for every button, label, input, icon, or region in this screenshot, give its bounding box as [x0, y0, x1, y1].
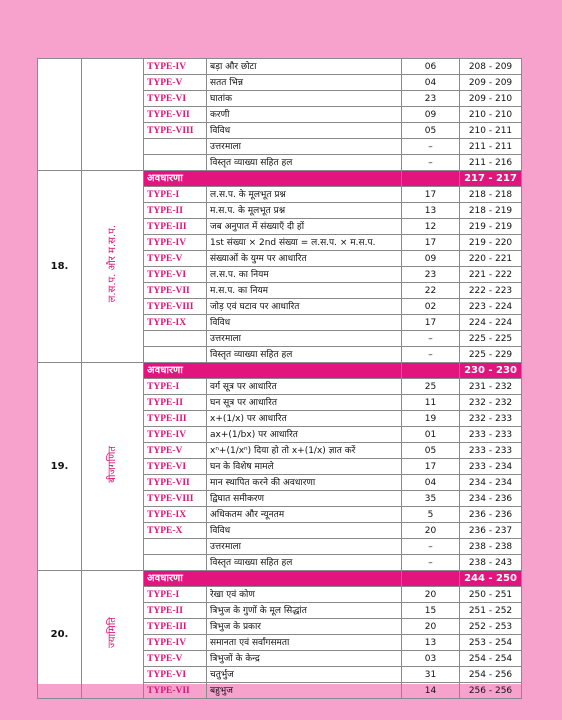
chapter-title-cell — [82, 571, 144, 699]
type-label: TYPE-IV — [144, 427, 207, 443]
type-label: TYPE-IX — [144, 507, 207, 523]
page-range: 254 - 254 — [460, 651, 522, 667]
type-label — [144, 555, 207, 571]
topic-title: विविध — [207, 315, 402, 331]
page-range: 236 - 236 — [460, 507, 522, 523]
type-label — [144, 539, 207, 555]
page-range: 223 - 224 — [460, 299, 522, 315]
page-range: 210 - 211 — [460, 123, 522, 139]
topic-title: ल.स.प. का नियम — [207, 267, 402, 283]
concept-header-row — [38, 571, 522, 587]
page-range: 219 - 219 — [460, 219, 522, 235]
question-count: 13 — [402, 635, 460, 651]
topic-title: म.स.प. का नियम — [207, 283, 402, 299]
page-range: 234 - 236 — [460, 491, 522, 507]
topic-title: ल.स.प. के मूलभूत प्रश्न — [207, 187, 402, 203]
type-label: TYPE-IV — [144, 59, 207, 75]
page-range: 209 - 210 — [460, 91, 522, 107]
question-count: 11 — [402, 395, 460, 411]
type-label — [144, 155, 207, 171]
topic-title: त्रिभुज के प्रकार — [207, 619, 402, 635]
chapter-title: ज्यामिति — [106, 616, 118, 648]
topic-title: रेखा एवं कोण — [207, 587, 402, 603]
page-range: 254 - 256 — [460, 667, 522, 683]
topic-title: x+(1/x) पर आधारित — [207, 411, 402, 427]
topic-title: विस्तृत व्याख्या सहित हल — [207, 555, 402, 571]
topic-title: संख्याओं के युग्म पर आधारित — [207, 251, 402, 267]
topic-title: उत्तरमाला — [207, 539, 402, 555]
type-label: TYPE-I — [144, 379, 207, 395]
chapter-number — [38, 59, 82, 171]
type-label: TYPE-II — [144, 395, 207, 411]
type-label: TYPE-VI — [144, 667, 207, 683]
page-range: 219 - 220 — [460, 235, 522, 251]
type-label — [144, 347, 207, 363]
topic-title: उत्तरमाला — [207, 331, 402, 347]
page-range: 224 - 224 — [460, 315, 522, 331]
type-label: TYPE-IV — [144, 635, 207, 651]
type-label: TYPE-V — [144, 651, 207, 667]
page-range: 222 - 223 — [460, 283, 522, 299]
concept-pages: 244 - 250 — [460, 571, 522, 587]
page-range: 253 - 254 — [460, 635, 522, 651]
type-label — [144, 331, 207, 347]
topic-title: घातांक — [207, 91, 402, 107]
type-label: TYPE-V — [144, 443, 207, 459]
topic-title: अधिकतम और न्यूनतम — [207, 507, 402, 523]
type-label: TYPE-VII — [144, 683, 207, 699]
type-label: TYPE-IV — [144, 235, 207, 251]
topic-title: सतत भिन्न — [207, 75, 402, 91]
page-range: 234 - 234 — [460, 475, 522, 491]
chapter-title-cell — [82, 171, 144, 363]
question-count: 22 — [402, 283, 460, 299]
page-range: 211 - 211 — [460, 139, 522, 155]
page-range: 210 - 210 — [460, 107, 522, 123]
type-label: TYPE-IX — [144, 315, 207, 331]
topic-title: xⁿ+(1/xⁿ) दिया हो तो x+(1/x) ज्ञात करें — [207, 443, 402, 459]
type-label: TYPE-VIII — [144, 491, 207, 507]
question-count: 09 — [402, 251, 460, 267]
topic-title: करणी — [207, 107, 402, 123]
question-count: 17 — [402, 459, 460, 475]
concept-title: अवधारणा — [144, 363, 402, 379]
type-label: TYPE-VII — [144, 107, 207, 123]
question-count: 05 — [402, 443, 460, 459]
topic-title: घन सूत्र पर आधारित — [207, 395, 402, 411]
concept-title: अवधारणा — [144, 571, 402, 587]
question-count: 20 — [402, 523, 460, 539]
type-label: TYPE-VIII — [144, 123, 207, 139]
page-range: 221 - 222 — [460, 267, 522, 283]
topic-title: जब अनुपात में संख्याएँ दी हों — [207, 219, 402, 235]
topic-title: बड़ा और छोटा — [207, 59, 402, 75]
type-label: TYPE-II — [144, 603, 207, 619]
type-label: TYPE-VII — [144, 283, 207, 299]
question-count: – — [402, 555, 460, 571]
question-count: – — [402, 347, 460, 363]
question-count: 01 — [402, 427, 460, 443]
question-count: 09 — [402, 107, 460, 123]
type-label: TYPE-V — [144, 251, 207, 267]
type-label — [144, 139, 207, 155]
question-count: – — [402, 331, 460, 347]
question-count: 5 — [402, 507, 460, 523]
topic-title: वर्ग सूत्र पर आधारित — [207, 379, 402, 395]
page-range: 236 - 237 — [460, 523, 522, 539]
chapter-number: 18. — [38, 171, 82, 363]
page-range: 250 - 251 — [460, 587, 522, 603]
contents-page — [37, 58, 521, 696]
question-count: 25 — [402, 379, 460, 395]
question-count: 23 — [402, 91, 460, 107]
question-count: – — [402, 155, 460, 171]
question-count: 06 — [402, 59, 460, 75]
type-label: TYPE-III — [144, 619, 207, 635]
concept-title: अवधारणा — [144, 171, 402, 187]
chapter-number: 19. — [38, 363, 82, 571]
topic-title: चतुर्भुज — [207, 667, 402, 683]
concept-count — [402, 363, 460, 379]
question-count: 20 — [402, 619, 460, 635]
concept-header-row — [38, 363, 522, 379]
question-count: 17 — [402, 187, 460, 203]
topic-title: त्रिभुज के गुणों के मूल सिद्धांत — [207, 603, 402, 619]
concept-pages: 230 - 230 — [460, 363, 522, 379]
topic-title: बहुभुज — [207, 683, 402, 699]
question-count: 05 — [402, 123, 460, 139]
page-range: 211 - 216 — [460, 155, 522, 171]
question-count: 17 — [402, 315, 460, 331]
type-label: TYPE-III — [144, 411, 207, 427]
page-range: 225 - 225 — [460, 331, 522, 347]
page-range: 209 - 209 — [460, 75, 522, 91]
type-label: TYPE-VI — [144, 459, 207, 475]
topic-title: विविध — [207, 123, 402, 139]
question-count: 17 — [402, 235, 460, 251]
question-count: 19 — [402, 411, 460, 427]
topic-title: ax+(1/bx) पर आधारित — [207, 427, 402, 443]
concept-count — [402, 571, 460, 587]
page-range: 252 - 253 — [460, 619, 522, 635]
page-range: 256 - 256 — [460, 683, 522, 699]
question-count: 04 — [402, 475, 460, 491]
concept-count — [402, 171, 460, 187]
type-label: TYPE-II — [144, 203, 207, 219]
chapter-title: ल.स.प. और म.स.प. — [106, 225, 118, 303]
question-count: – — [402, 139, 460, 155]
page-range: 220 - 221 — [460, 251, 522, 267]
topic-title: विविध — [207, 523, 402, 539]
topic-title: 1st संख्या × 2nd संख्या = ल.स.प. × म.स.प. — [207, 235, 402, 251]
type-label: TYPE-I — [144, 187, 207, 203]
type-label: TYPE-III — [144, 219, 207, 235]
chapter-title-cell — [82, 59, 144, 171]
page-range: 208 - 209 — [460, 59, 522, 75]
type-label: TYPE-VI — [144, 267, 207, 283]
page-range: 232 - 232 — [460, 395, 522, 411]
question-count: 12 — [402, 219, 460, 235]
page-range: 231 - 232 — [460, 379, 522, 395]
page-range: 233 - 234 — [460, 459, 522, 475]
page-range: 225 - 229 — [460, 347, 522, 363]
topic-title: विस्तृत व्याख्या सहित हल — [207, 347, 402, 363]
topic-title: घन के विशेष मामले — [207, 459, 402, 475]
topic-title: जोड़ एवं घटाव पर आधारित — [207, 299, 402, 315]
page-range: 233 - 233 — [460, 427, 522, 443]
question-count: 03 — [402, 651, 460, 667]
page-range: 251 - 252 — [460, 603, 522, 619]
question-count: 23 — [402, 267, 460, 283]
concept-pages: 217 - 217 — [460, 171, 522, 187]
page-range: 238 - 238 — [460, 539, 522, 555]
question-count: 02 — [402, 299, 460, 315]
type-label: TYPE-X — [144, 523, 207, 539]
page-range: 218 - 218 — [460, 187, 522, 203]
question-count: 15 — [402, 603, 460, 619]
topic-title: उत्तरमाला — [207, 139, 402, 155]
concept-header-row — [38, 171, 522, 187]
question-count: 04 — [402, 75, 460, 91]
topic-title: समानता एवं सर्वांगसमता — [207, 635, 402, 651]
topic-title: विस्तृत व्याख्या सहित हल — [207, 155, 402, 171]
page-range: 238 - 243 — [460, 555, 522, 571]
topic-title: त्रिभुजों के केन्द्र — [207, 651, 402, 667]
topic-title: मान स्थापित करने की अवधारणा — [207, 475, 402, 491]
question-count: 13 — [402, 203, 460, 219]
question-count: 31 — [402, 667, 460, 683]
page-range: 232 - 233 — [460, 411, 522, 427]
question-count: 20 — [402, 587, 460, 603]
question-count: 14 — [402, 683, 460, 699]
topic-title: म.स.प. के मूलभूत प्रश्न — [207, 203, 402, 219]
contents-table — [37, 58, 522, 699]
question-count: 35 — [402, 491, 460, 507]
page-range: 233 - 233 — [460, 443, 522, 459]
table-row[interactable] — [38, 59, 522, 75]
topic-title: द्विघात समीकरण — [207, 491, 402, 507]
type-label: TYPE-VII — [144, 475, 207, 491]
type-label: TYPE-I — [144, 587, 207, 603]
page-range: 218 - 219 — [460, 203, 522, 219]
chapter-title-cell — [82, 363, 144, 571]
question-count: – — [402, 539, 460, 555]
chapter-number: 20. — [38, 571, 82, 699]
type-label: TYPE-VI — [144, 91, 207, 107]
type-label: TYPE-VIII — [144, 299, 207, 315]
chapter-title: बीजगणित — [106, 445, 118, 483]
type-label: TYPE-V — [144, 75, 207, 91]
